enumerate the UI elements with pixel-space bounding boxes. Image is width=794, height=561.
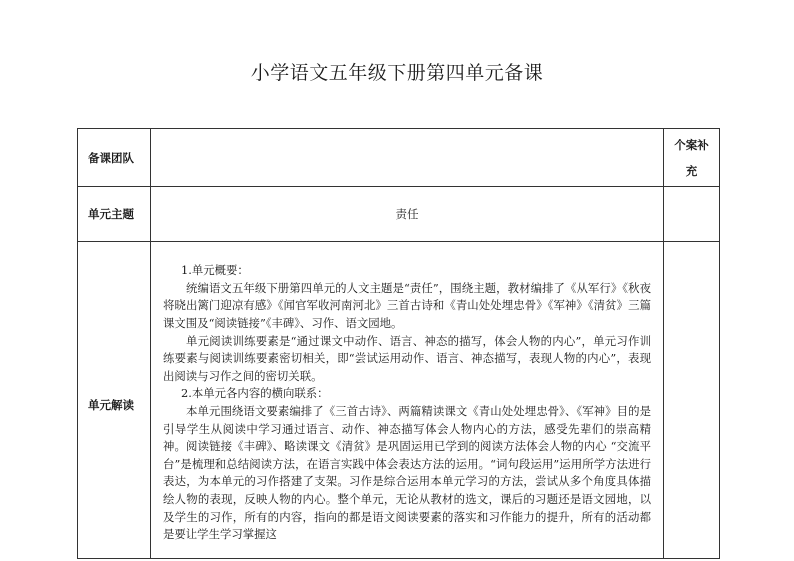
analysis-label: 单元解读 [78,242,151,559]
extra-notes-header [664,129,720,187]
team-label: 备课团队 [78,129,151,187]
page-title: 小学语文五年级下册第四单元备课 [250,62,544,84]
theme-value: 责任 [151,187,664,242]
elements-paragraph: 单元阅读训练要素是“通过课文中动作、语言、神态的描写，体会人物的内心”，单元习作训练要素与阅读训练要素密切相关，即“尝试运用动作、语言、神态描写，表现人物的内心”，表现出阅读与习作之间的密切关联。 [163,333,651,383]
connection-paragraph: 本单元围绕语文要素编排了《三首古诗》、两篇精读课文《青山处处埋忠骨》、《军神》目的是引导学生从阅读中学习通过语言、动作、神态描写体会人物内心的方法，感受先辈们的崇高精神。阅读链接《丰碑》、略读课文《清贫》是巩固运用已学到的阅读方法体会人物的内心 “交流平台”是梳理和总结阅读方法，在语言实践中体会表达方法的运用。“词句段运用”运用所学方法进行表达，为本单元的习作搭建了支架。习作是综合运用本单元学习的方法，尝试从多个角度具体描绘人物的表现，反映人物的内心。整个单元，无论从教材的选文，课后的习题还是语文园地，以及学生的习作，所有的内容，指向的都是语文阅读要素的落实和习作能力的提升，所有的活动都是要让学生学习掌握这 [163,404,651,542]
theme-label: 单元主题 [78,187,151,242]
overview-heading: 1.单元概要： [181,263,249,278]
team-value-cell [151,129,664,187]
team-row [78,129,720,187]
analysis-row [78,242,720,559]
extra-notes-header-line1: 个案补 [674,137,709,152]
theme-extra-cell [664,187,720,242]
lesson-plan-table [77,128,720,559]
theme-row [78,187,720,242]
extra-notes-header-line2: 充 [685,163,698,178]
connection-heading: 2.本单元各内容的横向联系： [181,386,329,401]
analysis-content [151,242,664,559]
analysis-extra-cell [664,242,720,559]
overview-paragraph: 统编语文五年级下册第四单元的人文主题是“责任”，围绕主题，教材编排了《从军行》《秋夜将晓出篱门迎凉有感》《闻官军收河南河北》三首古诗和《青山处处埋忠骨》《军神》《清贫》三篇课文围及“阅读链接”《丰碑》、习作、语文园地。 [163,280,651,331]
